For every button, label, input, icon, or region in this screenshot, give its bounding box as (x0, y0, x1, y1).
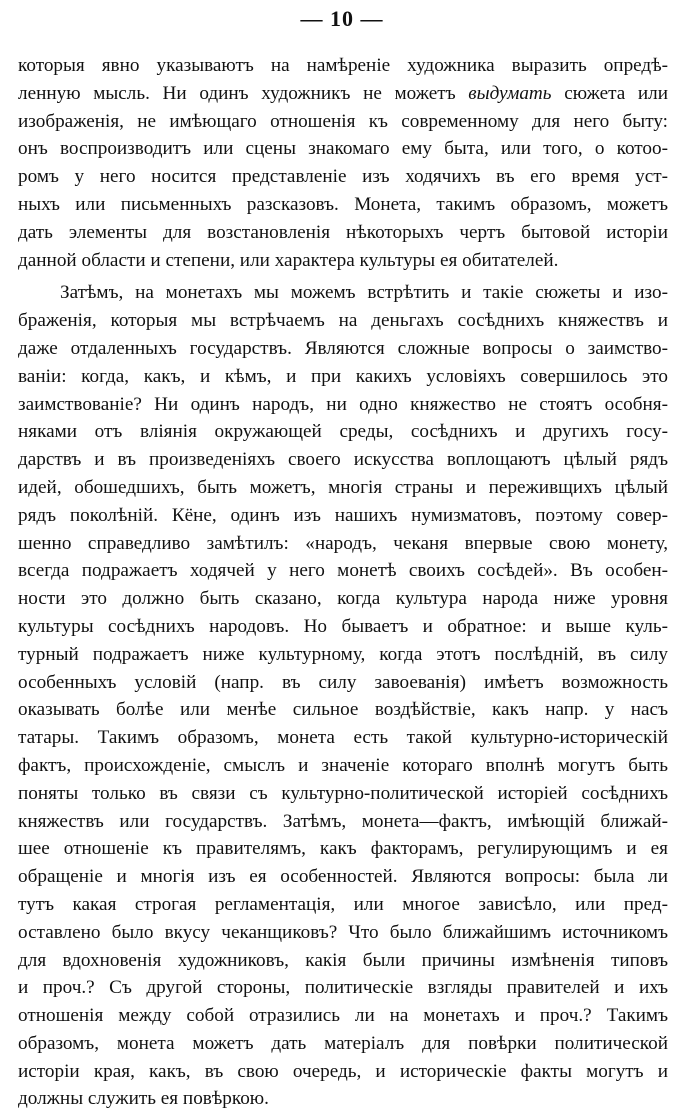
text-line: идей, обошедшихъ, быть можетъ, многія страны и переживщихъ цѣлый (18, 476, 668, 498)
text-line: рядъ поколѣній. Кёне, одинъ изъ нашихъ нумизматовъ, поэтому совер- (18, 504, 668, 526)
text-line: ности это должно быть сказано, когда культура народа ниже уровня (18, 588, 668, 610)
text-line: онъ воспроизводитъ или сцены знакомаго ему быта, или того, о котоо- (18, 138, 668, 160)
text-line: оказывать болѣе или менѣе сильное воздѣйствіе, какъ напр. у насъ (18, 699, 668, 721)
text-line: оставлено было вкусу чеканщиковъ? Что было ближайшимъ источникомъ (18, 921, 668, 943)
text-line: особенныхъ условій (напр. въ силу завоеванія) имѣетъ возможность (18, 671, 668, 693)
text-segment: ленную мысль. Ни одинъ художникъ не можетъ (18, 82, 469, 104)
text-line: которыя явно указываютъ на намѣреніе художника выразить опредѣ- (18, 55, 668, 76)
text-line: должны служить ея повѣркою. (18, 1088, 269, 1110)
text-line: исторіи края, какъ, въ свою очередь, и историческіе факты могутъ и (18, 1060, 668, 1082)
text-line: и проч.? Съ другой стороны, политическіе взгляды правителей и ихъ (18, 977, 668, 999)
text-line: отношенія между собой отразились ли на монетахъ и проч.? Такимъ (18, 1005, 668, 1027)
text-line: заимствованіе? Ни одинъ народъ, ни одно княжество не стоятъ особня- (18, 393, 668, 415)
text-line: изображенія, не имѣющаго отношенія къ современному для него быту: (18, 110, 668, 132)
text-line: дать элементы для возстановленія нѣкоторыхъ чертъ бытовой исторіи (18, 221, 668, 243)
text-line: образомъ, монета можетъ дать матеріалъ для повѣрки политической (18, 1032, 668, 1054)
paragraph-1 (18, 52, 668, 274)
text-segment: сюжета или (551, 82, 668, 104)
text-line: Затѣмъ, на монетахъ мы можемъ встрѣтить и такіе сюжеты и изо- (60, 282, 668, 304)
text-line: тутъ какая строгая регламентація, или многое зависѣло, или пред- (18, 893, 668, 915)
italic-word: выдумать (468, 82, 552, 104)
paragraph-2 (18, 279, 668, 1113)
text-line: поняты только въ связи съ культурно-политической исторіей сосѣднихъ (18, 782, 668, 804)
text-line: обращеніе и многія изъ ея особенностей. Являются вопросы: была ли (18, 866, 668, 888)
text-line: княжествъ или государствъ. Затѣмъ, монета—фактъ, имѣющій ближай- (18, 810, 668, 832)
text-line: данной области и степени, или характера культуры ея обитателей. (18, 249, 559, 271)
text-line (18, 80, 668, 108)
text-line: турный подражаетъ ниже культурному, когда этотъ послѣдній, въ силу (18, 643, 668, 665)
page-body-text (18, 52, 668, 1113)
page-number-header: — 10 — (300, 6, 384, 31)
text-line: татары. Такимъ образомъ, монета есть такой культурно-историческій (18, 727, 668, 749)
text-line: культуры сосѣднихъ народовъ. Но бываетъ и обратное: и выше куль- (18, 615, 668, 637)
text-line: ныхъ или письменныхъ разсказовъ. Монета, такимъ образомъ, можетъ (18, 193, 668, 215)
text-line: браженія, которыя мы встрѣчаемъ на деньгахъ сосѣднихъ княжествъ и (18, 310, 668, 332)
text-line: ваніи: когда, какъ, и кѣмъ, и при какихъ условіяхъ совершилось это (18, 365, 668, 387)
text-line: няками отъ вліянія окружающей среды, сосѣднихъ и другихъ госу- (18, 421, 668, 443)
text-line: шее отношеніе къ правителямъ, какъ факторамъ, регулирующимъ и ея (18, 838, 668, 860)
text-line: фактъ, происхожденіе, смыслъ и значеніе котораго вполнѣ могутъ быть (18, 754, 668, 776)
text-line: всегда подражаетъ ходячей у него монетѣ своихъ сосѣдей». Въ особен- (18, 560, 668, 582)
text-line: дарствъ и въ произведеніяхъ своего искусства воплощаютъ цѣлый рядъ (18, 449, 668, 471)
text-line: шенно справедливо замѣтилъ: «народъ, чеканя впервые свою монету, (18, 532, 668, 554)
text-line: для вдохновенія художниковъ, какія были причины измѣненія типовъ (18, 949, 668, 971)
text-line: ромъ у него носится представленіе изъ ходячихъ въ его время уст- (18, 166, 668, 188)
text-line: даже отдаленныхъ государствъ. Являются сложные вопросы о заимство- (18, 337, 668, 359)
